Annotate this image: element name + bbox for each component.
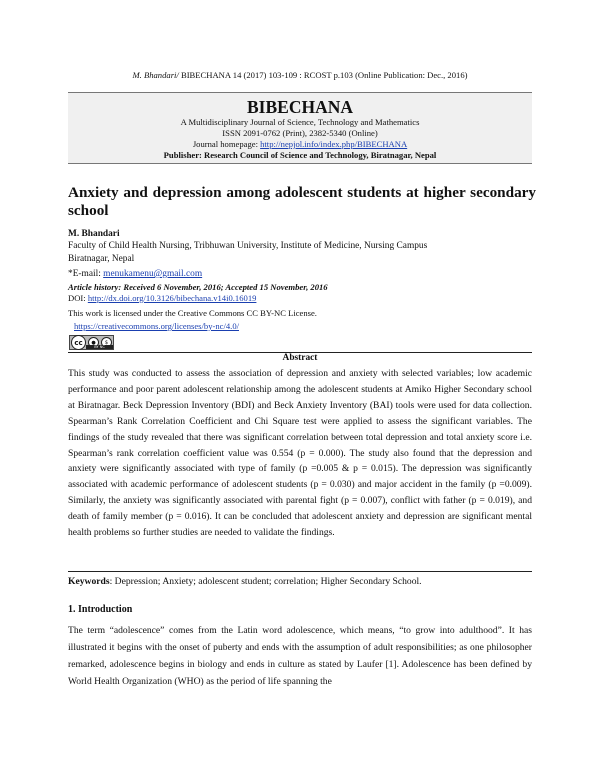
attribution-icon: ● xyxy=(88,337,99,348)
cc-icon: cc xyxy=(71,335,86,350)
journal-issn: ISSN 2091-0762 (Print), 2382-5340 (Online) xyxy=(222,128,378,138)
email-label: *E-mail: xyxy=(68,269,104,279)
homepage-link[interactable]: http://nepjol.info/index.php/BIBECHANA xyxy=(260,139,408,149)
running-head xyxy=(0,70,600,80)
introduction-body: The term “adolescence” comes from the Latin word adolescence, which means, “to grow into adulthood”. It has illustrated it begins with the onset of puberty and ends with the assumption of adult responsibilities; as one philosopher remarked, adolescence begins in biology and ends in culture as stated by Laufer [1]. Adolescence has been defined by World Health Organization (WHO) as the period of life spanning the xyxy=(68,625,532,687)
license-link[interactable]: https://creativecommons.org/licenses/by-nc/4.0/ xyxy=(74,321,239,331)
cc-nc-label: NC xyxy=(99,345,105,349)
cc-by-label: BY xyxy=(94,345,99,349)
affiliation-line-2: Biratnagar, Nepal xyxy=(68,254,135,264)
running-head-author: M. Bhandari/ xyxy=(132,70,179,80)
journal-homepage xyxy=(68,139,532,150)
affiliation-line-1: Faculty of Child Health Nursing, Tribhuwan University, Institute of Medicine, Nursing Campus xyxy=(68,241,428,251)
journal-subtitle: A Multidisciplinary Journal of Science, Technology and Mathematics xyxy=(180,117,420,127)
journal-publisher: Publisher: Research Council of Science and Technology, Biratnagar, Nepal xyxy=(163,150,437,160)
homepage-label: Journal homepage: xyxy=(192,139,261,149)
journal-masthead xyxy=(68,92,532,164)
license-url xyxy=(74,320,542,333)
keywords-text: : Depression; Anxiety; adolescent student; correlation; Higher Secondary School. xyxy=(109,576,422,587)
email-link[interactable]: menukamenu@gmail.com xyxy=(103,269,203,279)
keywords xyxy=(68,576,532,587)
article-history: Article history: Received 6 November, 2016; Accepted 15 November, 2016 xyxy=(68,282,328,292)
journal-name: BIBECHANA xyxy=(247,97,353,117)
article-title: Anxiety and depression among adolescent students at higher secondary school xyxy=(68,184,536,219)
cc-license-badge[interactable] xyxy=(69,335,114,350)
abstract-bottom-rule xyxy=(68,571,532,572)
abstract-body: This study was conducted to assess the association of depression and anxiety with selected variables; low academic performance and poor parent adolescent relationship among the adolescent students at Amiko Higher Secondary school at Biratnagar. Beck Depression Inventory (BDI) and Beck Anxiety Inventory (BAI) tools were used for data collection. Spearman’s Rank Correlation Coefficient and Chi Square test were applied to assess the significant variables. The findings of the study revealed that there was significant correlation between total depression and total anxiety score i.e. Spearman’s rank correlation coefficient value was 0.554 (p = 0.000). The study also found that the depression and anxiety were significantly associated with type of family (p =0.005 & p = 0.015). The depression was significantly associated with academic performance of adolescent students (p = 0.030) and major accident in the family (p =0.009). Similarly, the anxiety was significantly associated with parental fight (p = 0.007), conflict with father (p = 0.019), and death of family member (p = 0.016). It can be concluded that adolescent anxiety and depression are significant mental health problems so further studies are needed to validate the findings. xyxy=(68,368,532,539)
noncommercial-icon: $ xyxy=(101,337,112,348)
introduction-heading: 1. Introduction xyxy=(68,604,133,615)
doi-label: DOI: xyxy=(68,293,88,303)
abstract-heading: Abstract xyxy=(282,353,318,363)
article-doi xyxy=(68,292,536,305)
keywords-label: Keywords xyxy=(68,576,110,587)
running-head-citation: BIBECHANA 14 (2017) 103-109 : RCOST p.103 (Online Publication: Dec., 2016) xyxy=(178,70,468,80)
doi-link[interactable]: http://dx.doi.org/10.3126/bibechana.v14i0.16019 xyxy=(87,293,257,303)
cc-badge-strip xyxy=(86,345,113,349)
author-email xyxy=(68,268,536,281)
article-author: M. Bhandari xyxy=(68,229,120,239)
license-text: This work is licensed under the Creative Commons CC BY-NC License. xyxy=(68,308,317,318)
